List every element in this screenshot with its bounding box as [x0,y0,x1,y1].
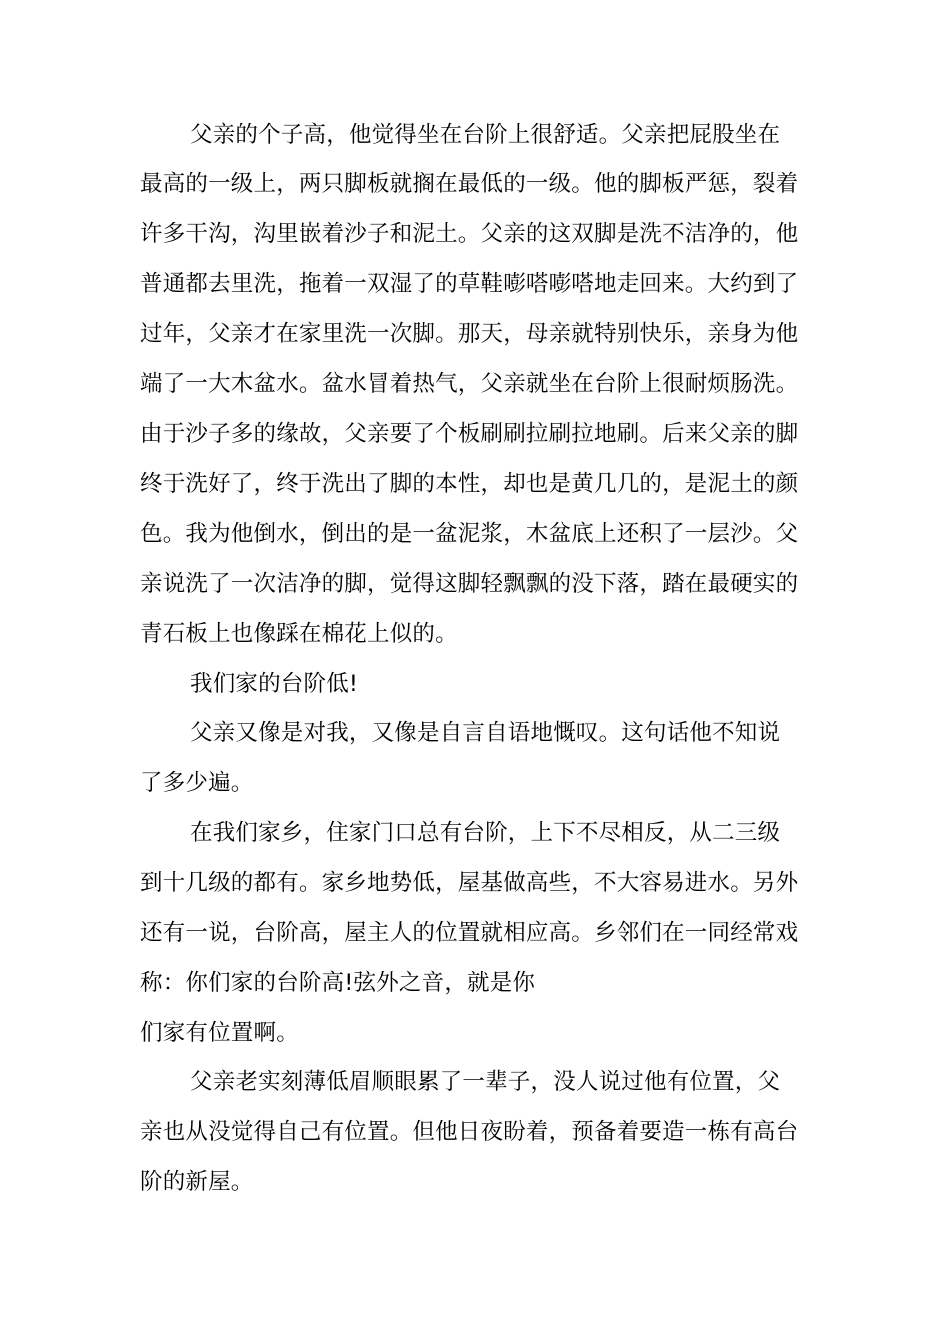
text-line: 过年，父亲才在家里洗一次脚。那天，母亲就特别快乐，亲身为他 [140,321,799,347]
text-line: 阶的新屋。 [140,1169,254,1195]
text-line: 色。我为他倒水，倒出的是一盆泥浆，木盆底上还积了一层沙。父 [140,521,799,547]
text-line: 父亲的个子高，他觉得坐在台阶上很舒适。父亲把屁股坐在 [190,122,781,148]
text-line: 我们家的台阶低! [190,671,359,697]
text-line: 到十几级的都有。家乡地势低，屋基做高些，不大容易进水。另外 [140,870,799,896]
text-line: 普通都去里洗，拖着一双湿了的草鞋嘭嗒嘭嗒地走回来。大约到了 [140,271,799,297]
text-line: 最高的一级上，两只脚板就搁在最低的一级。他的脚板严惩，裂着 [140,171,799,197]
text-line: 父亲又像是对我，又像是自言自语地慨叹。这句话他不知说 [190,720,781,746]
text-line: 端了一大木盆水。盆水冒着热气，父亲就坐在台阶上很耐烦肠洗。 [140,371,799,397]
text-line: 们家有位置啊。 [140,1020,299,1046]
text-line: 由于沙子多的缘故，父亲要了个板刷刷拉刷拉地刷。后来父亲的脚 [140,421,799,447]
text-line: 还有一说，台阶高，屋主人的位置就相应高。乡邻们在一同经常戏 [140,920,799,946]
text-line: 终于洗好了，终于洗出了脚的本性，却也是黄几几的，是泥土的颜 [140,471,799,497]
text-line: 父亲老实刻薄低眉顺眼累了一辈子，没人说过他有位置，父 [190,1069,781,1095]
text-line: 称：你们家的台阶高!弦外之音，就是你 [140,970,536,996]
text-line: 青石板上也像踩在棉花上似的。 [140,621,458,647]
text-line: 亲说洗了一次洁净的脚，觉得这脚轻飘飘的没下落，踏在最硬实的 [140,571,799,597]
text-line: 许多干沟，沟里嵌着沙子和泥土。父亲的这双脚是洗不洁净的，他 [140,221,799,247]
text-line: 亲也从没觉得自己有位置。但他日夜盼着，预备着要造一栋有高台 [140,1119,799,1145]
text-line: 在我们家乡，住家门口总有台阶，上下不尽相反，从二三级 [190,820,781,846]
text-line: 了多少遍。 [140,770,254,796]
